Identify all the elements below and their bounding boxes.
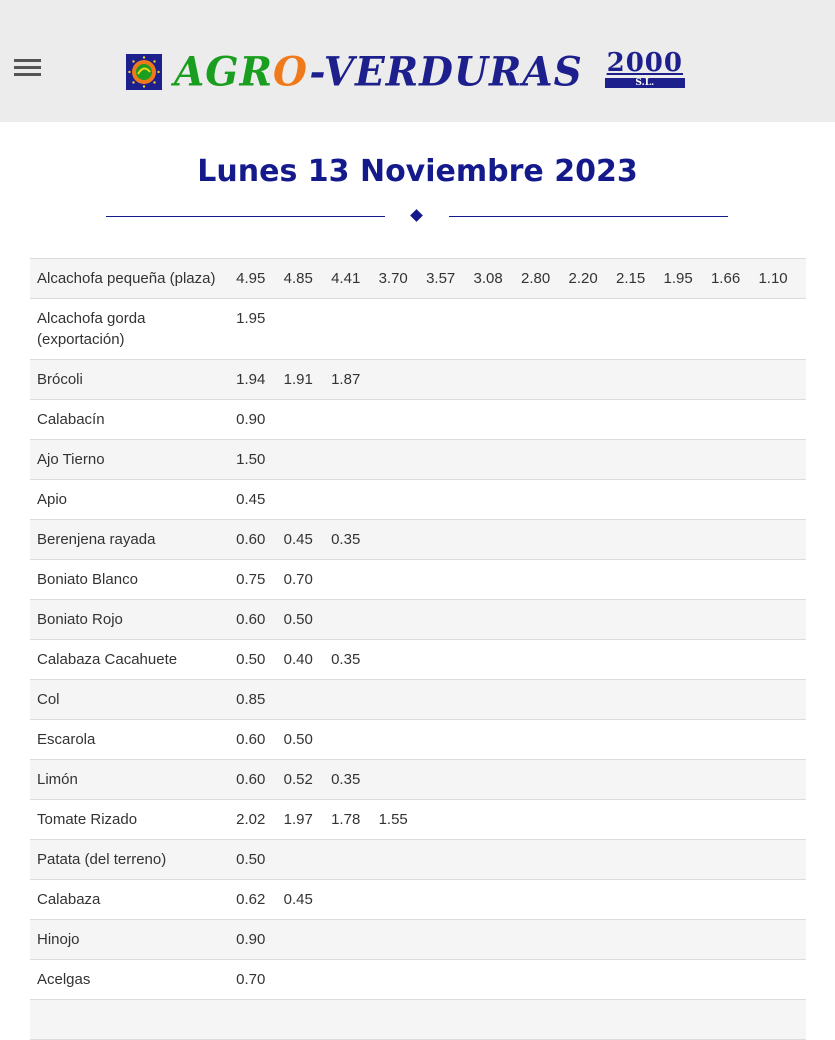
page-title: Lunes 13 Noviembre 2023 — [197, 154, 638, 189]
product-name: Calabaza — [37, 891, 101, 908]
logo-text-agr: AGR — [174, 48, 273, 96]
price-cell — [711, 600, 758, 640]
price-cell — [711, 800, 758, 840]
table-row — [30, 960, 806, 1000]
price-cell — [379, 400, 426, 440]
price-cell — [474, 440, 521, 480]
product-name: Alcachofa gorda (exportación) — [37, 310, 146, 348]
price-cell — [569, 440, 616, 480]
price-cell — [569, 560, 616, 600]
product-name: Tomate Rizado — [37, 811, 138, 828]
table-row — [30, 600, 806, 640]
price-cell: 0.50 — [283, 731, 313, 748]
table-row — [30, 720, 806, 760]
logo-text-o: O — [272, 48, 310, 96]
price-cell — [521, 680, 568, 720]
logo-year: 2000 — [606, 47, 683, 78]
price-cell — [284, 299, 331, 360]
product-name: Ajo Tierno — [37, 451, 105, 468]
price-cell — [284, 400, 331, 440]
price-cell: 0.45 — [283, 891, 313, 908]
price-cell: 0.70 — [283, 571, 313, 588]
logo-suffix: S.L. — [605, 78, 685, 88]
price-cell — [616, 960, 663, 1000]
price-cell — [569, 480, 616, 520]
product-name: Limón — [37, 771, 78, 788]
price-cell — [521, 760, 568, 800]
price-cell: 1.10 — [758, 270, 788, 287]
site-header — [0, 0, 835, 122]
price-cell — [331, 960, 378, 1000]
price-cell — [758, 560, 806, 600]
price-cell — [758, 520, 806, 560]
price-cell — [426, 960, 473, 1000]
product-name: Alcachofa pequeña (plaza) — [37, 270, 216, 287]
table-row — [30, 760, 806, 800]
price-cell — [616, 1000, 663, 1040]
price-cell — [663, 800, 710, 840]
price-cell — [474, 1000, 521, 1040]
price-cell — [616, 560, 663, 600]
price-cell — [711, 299, 758, 360]
price-cell — [616, 600, 663, 640]
price-cell — [663, 480, 710, 520]
price-cell: 0.90 — [236, 931, 266, 948]
price-cell — [569, 880, 616, 920]
price-cell: 4.41 — [331, 270, 361, 287]
price-cell: 2.02 — [236, 811, 266, 828]
price-cell — [331, 560, 378, 600]
price-cell — [426, 840, 473, 880]
price-cell — [758, 920, 806, 960]
price-table — [30, 258, 806, 1040]
price-cell — [711, 760, 758, 800]
price-cell — [426, 920, 473, 960]
price-cell — [331, 680, 378, 720]
price-cell — [379, 480, 426, 520]
price-cell: 0.40 — [283, 651, 313, 668]
price-cell: 3.70 — [378, 270, 408, 287]
price-cell — [758, 400, 806, 440]
table-row — [30, 299, 806, 360]
price-cell — [284, 960, 331, 1000]
price-cell — [284, 1000, 331, 1040]
price-cell — [379, 600, 426, 640]
table-row — [30, 440, 806, 480]
price-cell — [663, 720, 710, 760]
price-cell — [236, 1000, 283, 1040]
price-cell — [616, 400, 663, 440]
price-cell — [663, 400, 710, 440]
price-cell — [474, 680, 521, 720]
price-cell: 1.94 — [236, 371, 266, 388]
price-cell — [284, 480, 331, 520]
price-cell — [331, 400, 378, 440]
product-name: Apio — [37, 491, 68, 508]
price-cell: 0.85 — [236, 691, 266, 708]
price-cell: 1.91 — [283, 371, 313, 388]
table-row — [30, 1000, 806, 1040]
price-cell — [474, 480, 521, 520]
price-cell — [474, 400, 521, 440]
price-cell — [711, 400, 758, 440]
price-cell — [521, 880, 568, 920]
price-cell — [663, 640, 710, 680]
price-cell — [521, 560, 568, 600]
price-cell — [616, 360, 663, 400]
price-cell — [426, 680, 473, 720]
price-cell: 0.35 — [331, 531, 361, 548]
price-cell — [569, 960, 616, 1000]
price-cell — [758, 680, 806, 720]
price-cell — [426, 880, 473, 920]
price-cell — [663, 960, 710, 1000]
price-cell — [521, 360, 568, 400]
price-cell — [758, 360, 806, 400]
price-cell — [711, 720, 758, 760]
diamond-ornament-icon — [410, 209, 423, 222]
price-cell — [569, 920, 616, 960]
product-name: Col — [37, 691, 60, 708]
price-cell: 3.57 — [426, 270, 456, 287]
price-cell — [616, 299, 663, 360]
price-cell — [284, 920, 331, 960]
site-logo[interactable] — [126, 47, 685, 96]
price-cell — [663, 1000, 710, 1040]
price-cell: 1.55 — [378, 811, 408, 828]
price-cell — [521, 520, 568, 560]
price-cell — [663, 840, 710, 880]
price-cell — [379, 760, 426, 800]
price-cell — [474, 720, 521, 760]
price-cell — [426, 360, 473, 400]
table-row — [30, 259, 806, 299]
price-cell — [569, 600, 616, 640]
logo-text-verduras: -VERDURAS — [309, 48, 583, 96]
product-name: Hinojo — [37, 931, 80, 948]
price-cell — [711, 920, 758, 960]
price-cell — [569, 760, 616, 800]
price-cell — [569, 360, 616, 400]
price-cell — [426, 1000, 473, 1040]
price-cell — [521, 600, 568, 640]
price-cell — [474, 800, 521, 840]
price-cell: 0.52 — [283, 771, 313, 788]
logo-year-block — [605, 47, 685, 88]
table-row — [30, 840, 806, 880]
logo-emblem-icon — [126, 54, 162, 90]
price-cell: 0.45 — [236, 491, 266, 508]
price-cell: 0.35 — [331, 771, 361, 788]
price-cell: 0.35 — [331, 651, 361, 668]
price-cell — [426, 720, 473, 760]
price-cell — [284, 680, 331, 720]
price-cell: 0.50 — [283, 611, 313, 628]
price-cell — [521, 920, 568, 960]
price-cell — [663, 360, 710, 400]
price-cell — [663, 920, 710, 960]
price-cell: 2.80 — [521, 270, 551, 287]
price-cell — [663, 680, 710, 720]
product-name — [30, 1000, 236, 1040]
price-cell — [711, 520, 758, 560]
price-cell — [711, 840, 758, 880]
title-divider — [0, 216, 835, 218]
price-cell — [758, 840, 806, 880]
price-cell: 0.70 — [236, 971, 266, 988]
price-cell: 0.62 — [236, 891, 266, 908]
price-cell — [616, 720, 663, 760]
price-cell — [569, 720, 616, 760]
price-cell — [379, 880, 426, 920]
logo-wordmark — [174, 50, 583, 95]
price-cell — [426, 400, 473, 440]
price-cell — [284, 840, 331, 880]
price-cell — [426, 560, 473, 600]
price-cell — [426, 800, 473, 840]
price-cell — [379, 1000, 426, 1040]
price-cell — [616, 800, 663, 840]
price-cell — [474, 600, 521, 640]
price-cell — [569, 400, 616, 440]
price-cell: 4.95 — [236, 270, 266, 287]
price-cell — [331, 840, 378, 880]
price-cell — [521, 720, 568, 760]
table-row — [30, 640, 806, 680]
price-cell — [379, 680, 426, 720]
product-name: Patata (del terreno) — [37, 851, 167, 868]
price-cell — [521, 299, 568, 360]
table-row — [30, 680, 806, 720]
price-cell — [426, 299, 473, 360]
price-cell: 1.95 — [236, 310, 266, 327]
price-cell — [758, 800, 806, 840]
price-cell — [426, 520, 473, 560]
price-cell — [379, 840, 426, 880]
price-cell — [521, 400, 568, 440]
price-cell — [426, 640, 473, 680]
price-cell — [663, 760, 710, 800]
price-cell — [663, 299, 710, 360]
price-cell — [758, 440, 806, 480]
price-cell — [379, 960, 426, 1000]
price-cell — [758, 600, 806, 640]
price-cell — [521, 440, 568, 480]
table-row — [30, 800, 806, 840]
price-cell — [379, 640, 426, 680]
price-cell: 1.50 — [236, 451, 266, 468]
price-cell — [663, 600, 710, 640]
price-cell — [331, 720, 378, 760]
price-cell — [474, 299, 521, 360]
price-cell: 4.85 — [283, 270, 313, 287]
price-cell — [569, 680, 616, 720]
price-cell: 2.20 — [568, 270, 598, 287]
price-cell — [379, 360, 426, 400]
price-cell — [616, 680, 663, 720]
price-cell: 0.60 — [236, 771, 266, 788]
price-cell — [711, 680, 758, 720]
price-cell — [711, 1000, 758, 1040]
table-row — [30, 560, 806, 600]
price-cell — [331, 600, 378, 640]
product-name: Berenjena rayada — [37, 531, 156, 548]
price-cell — [521, 800, 568, 840]
price-cell: 1.66 — [710, 270, 741, 287]
price-cell — [663, 440, 710, 480]
product-name: Calabaza Cacahuete — [37, 651, 178, 668]
price-cell — [616, 440, 663, 480]
price-cell — [711, 560, 758, 600]
price-cell — [569, 800, 616, 840]
price-cell — [616, 520, 663, 560]
price-cell — [331, 440, 378, 480]
table-row — [30, 480, 806, 520]
price-cell — [474, 360, 521, 400]
price-cell — [331, 480, 378, 520]
price-cell — [663, 560, 710, 600]
price-cell — [569, 520, 616, 560]
price-cell — [758, 720, 806, 760]
product-name: Acelgas — [37, 971, 91, 988]
price-cell — [616, 840, 663, 880]
price-cell — [379, 520, 426, 560]
price-cell — [711, 440, 758, 480]
product-name: Escarola — [37, 731, 96, 748]
price-cell — [663, 520, 710, 560]
price-cell — [331, 299, 378, 360]
price-cell — [758, 760, 806, 800]
price-cell — [474, 520, 521, 560]
product-name: Boniato Blanco — [37, 571, 138, 588]
price-cell — [426, 480, 473, 520]
price-cell — [616, 480, 663, 520]
price-cell: 1.97 — [283, 811, 313, 828]
price-cell — [711, 880, 758, 920]
price-cell — [426, 440, 473, 480]
price-cell — [758, 880, 806, 920]
price-cell — [474, 840, 521, 880]
price-cell — [426, 600, 473, 640]
price-cell — [331, 920, 378, 960]
price-cell — [426, 760, 473, 800]
price-cell — [711, 640, 758, 680]
price-cell — [711, 480, 758, 520]
price-cell — [521, 840, 568, 880]
price-cell — [758, 299, 806, 360]
price-cell — [521, 1000, 568, 1040]
price-cell: 0.75 — [236, 571, 266, 588]
price-cell — [616, 880, 663, 920]
price-cell — [474, 640, 521, 680]
price-cell — [379, 720, 426, 760]
price-cell — [663, 880, 710, 920]
table-row — [30, 880, 806, 920]
hamburger-menu-icon[interactable] — [14, 58, 42, 78]
price-cell — [711, 360, 758, 400]
price-cell — [474, 880, 521, 920]
table-row — [30, 400, 806, 440]
price-cell — [379, 299, 426, 360]
price-cell: 0.60 — [236, 611, 266, 628]
price-cell — [521, 960, 568, 1000]
price-cell — [616, 640, 663, 680]
table-row — [30, 360, 806, 400]
price-cell — [711, 960, 758, 1000]
price-cell: 0.50 — [236, 651, 266, 668]
table-row — [30, 520, 806, 560]
price-cell — [474, 920, 521, 960]
product-name: Boniato Rojo — [37, 611, 123, 628]
price-cell — [758, 480, 806, 520]
price-cell — [521, 640, 568, 680]
price-cell — [758, 640, 806, 680]
price-cell — [379, 920, 426, 960]
price-cell — [474, 560, 521, 600]
product-name: Calabacín — [37, 411, 105, 428]
price-cell: 0.45 — [283, 531, 313, 548]
price-cell: 0.50 — [236, 851, 266, 868]
price-cell: 0.60 — [236, 531, 266, 548]
price-cell: 3.08 — [473, 270, 503, 287]
price-cell — [521, 480, 568, 520]
product-name: Brócoli — [37, 371, 83, 388]
price-cell: 2.15 — [616, 270, 646, 287]
price-cell — [758, 960, 806, 1000]
price-cell — [474, 960, 521, 1000]
price-cell: 1.78 — [331, 811, 361, 828]
price-cell: 0.60 — [236, 731, 266, 748]
price-cell — [616, 760, 663, 800]
price-cell — [758, 1000, 806, 1040]
price-cell: 1.95 — [663, 270, 693, 287]
price-cell — [379, 440, 426, 480]
price-cell — [569, 1000, 616, 1040]
price-cell — [569, 640, 616, 680]
price-cell — [379, 560, 426, 600]
price-cell — [569, 840, 616, 880]
price-cell: 1.87 — [331, 371, 361, 388]
price-cell — [616, 920, 663, 960]
price-cell — [474, 760, 521, 800]
price-cell — [569, 299, 616, 360]
price-cell — [331, 1000, 378, 1040]
price-cell — [284, 440, 331, 480]
price-cell — [331, 880, 378, 920]
table-row — [30, 920, 806, 960]
price-cell: 0.90 — [236, 411, 266, 428]
